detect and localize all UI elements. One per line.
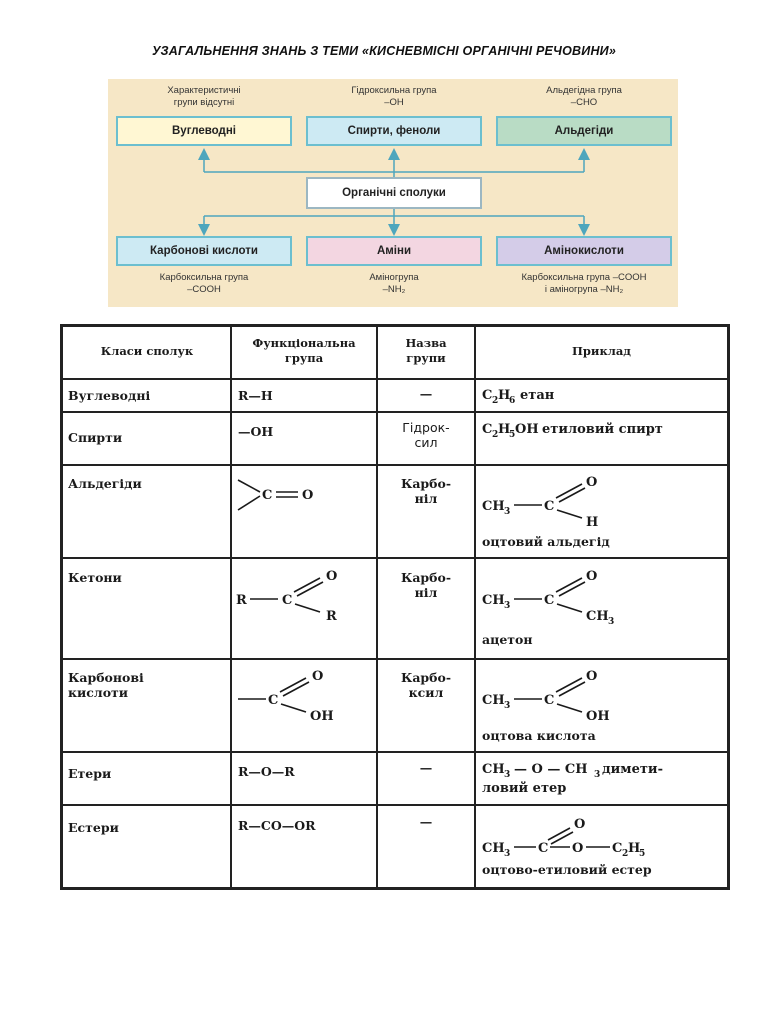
svg-text:C: C xyxy=(538,841,549,856)
ethanol-label: етиловий спирт xyxy=(542,422,663,437)
acetaldehyde-name: оцтовий альдегід xyxy=(482,534,610,549)
svg-text:H: H xyxy=(498,388,511,403)
table-border xyxy=(60,887,730,890)
svg-text:O: O xyxy=(302,488,314,503)
caption-hydrocarbons xyxy=(116,85,292,108)
caption-line: Карбоксильна група xyxy=(159,272,249,283)
caption-line: –NH₂ xyxy=(382,283,406,295)
row-esters-group-name: — xyxy=(419,814,433,829)
svg-text:C: C xyxy=(482,422,493,437)
classification-diagram xyxy=(108,79,678,307)
caption-line: і аміногрупа –NH₂ xyxy=(544,283,624,295)
caption-line: –COOH xyxy=(187,283,221,295)
svg-text:OH: OH xyxy=(310,709,334,724)
svg-text:O: O xyxy=(326,569,338,584)
row-hydrocarbons-group-name: — xyxy=(419,386,433,401)
row-ethers-class: Етери xyxy=(68,766,112,781)
row-ketones-class: Кетони xyxy=(68,570,122,585)
svg-text:C: C xyxy=(544,593,555,608)
ethanol-formula xyxy=(482,416,722,442)
box-carboxylic-acids: Карбонові кислоти xyxy=(116,236,292,266)
header-classes: Класи сполук xyxy=(100,344,194,358)
svg-text:CH: CH xyxy=(586,609,609,624)
caption-line: Карбоксильна група –COOH xyxy=(521,272,647,283)
ethyl-acetate-formula xyxy=(482,812,722,860)
svg-text:O: O xyxy=(586,669,598,684)
header-line: групи xyxy=(406,351,446,365)
dimethyl-ether-formula xyxy=(482,756,726,802)
table-row-divider xyxy=(60,464,730,466)
svg-text:OH: OH xyxy=(586,709,610,724)
svg-text:O: O xyxy=(312,669,324,684)
svg-text:H: H xyxy=(498,422,511,437)
svg-text:3: 3 xyxy=(504,770,511,780)
row-carboxylic-acids-group-name xyxy=(378,670,474,700)
page-title: УЗАГАЛЬНЕННЯ ЗНАНЬ З ТЕМИ «КИСНЕВМІСНІ ОРГАНІЧНІ РЕЧОВИНИ» xyxy=(151,44,617,58)
svg-text:3: 3 xyxy=(504,701,511,711)
svg-text:3: 3 xyxy=(504,507,511,517)
svg-text:H: H xyxy=(586,515,599,530)
carboxyl-group-formula xyxy=(236,664,372,726)
acetic-acid-name: оцтова кислота xyxy=(482,728,596,743)
caption-line: –OH xyxy=(384,96,404,108)
box-alcohols-phenols: Спирти, феноли xyxy=(306,116,482,146)
svg-text:C: C xyxy=(544,693,555,708)
svg-text:3: 3 xyxy=(594,770,601,780)
svg-text:3: 3 xyxy=(504,849,511,859)
caption-line: Аміногрупа xyxy=(369,272,419,283)
svg-text:H: H xyxy=(628,841,641,856)
caption-carboxylic-acids xyxy=(116,272,292,295)
svg-text:5: 5 xyxy=(509,430,516,440)
svg-text:O: O xyxy=(586,475,598,490)
svg-text:CH: CH xyxy=(482,499,505,514)
svg-text:CH: CH xyxy=(482,693,505,708)
table-row-divider xyxy=(60,658,730,660)
caption-alcohols xyxy=(306,85,482,108)
row-alcohols-class: Спирти xyxy=(68,430,123,445)
svg-text:O: O xyxy=(586,569,598,584)
svg-text:2: 2 xyxy=(622,849,629,859)
caption-line: Альдегідна група xyxy=(546,85,622,96)
row-esters-class: Естери xyxy=(68,820,119,835)
functional-groups-table xyxy=(60,324,730,890)
row-aldehydes-class: Альдегіди xyxy=(68,476,142,491)
box-aldehydes: Альдегіди xyxy=(496,116,672,146)
group-name-line: ніл xyxy=(414,585,438,600)
caption-line: Характеристичні xyxy=(167,85,241,96)
svg-text:— O — CH: — O — CH xyxy=(514,762,588,777)
caption-amino-acids xyxy=(496,272,672,295)
caption-line: групи відсутні xyxy=(173,96,235,108)
row-esters-group: R—CO—OR xyxy=(238,818,316,833)
acetic-acid-formula xyxy=(482,664,682,726)
group-name-line: сил xyxy=(414,435,438,450)
aldehyde-group-formula xyxy=(236,472,366,522)
group-name-line: ксил xyxy=(408,685,444,700)
row-aldehydes-group-name xyxy=(378,476,474,506)
acetaldehyde-formula xyxy=(482,470,682,532)
svg-text:ловий етер: ловий етер xyxy=(482,781,567,796)
svg-text:C: C xyxy=(268,693,279,708)
header-line: група xyxy=(284,351,324,365)
box-hydrocarbons: Вуглеводні xyxy=(116,116,292,146)
caption-line: Гідроксильна група xyxy=(351,85,437,96)
row-hydrocarbons-class: Вуглеводні xyxy=(68,388,151,403)
acetone-formula xyxy=(482,564,682,626)
svg-text:OH: OH xyxy=(515,422,539,437)
svg-text:3: 3 xyxy=(608,617,615,627)
svg-text:димети-: димети- xyxy=(602,762,663,777)
table-border xyxy=(60,324,730,327)
row-alcohols-group: —OH xyxy=(238,424,274,439)
group-name-line: Карбо- xyxy=(400,670,452,685)
svg-text:O: O xyxy=(572,841,584,856)
svg-text:3: 3 xyxy=(504,601,511,611)
svg-text:CH: CH xyxy=(482,593,505,608)
box-organic-compounds: Органічні сполуки xyxy=(306,177,482,209)
table-row-divider xyxy=(60,411,730,413)
row-alcohols-group-name xyxy=(378,420,474,450)
group-name-line: ніл xyxy=(414,491,438,506)
svg-text:5: 5 xyxy=(639,849,646,859)
row-ethers-group: R—O—R xyxy=(238,764,295,779)
table-row-divider xyxy=(60,804,730,806)
table-row-divider xyxy=(60,378,730,380)
svg-text:C: C xyxy=(612,841,623,856)
header-example: Приклад xyxy=(572,344,631,358)
table-row-divider xyxy=(60,557,730,559)
row-ketones-group-name xyxy=(378,570,474,600)
header-line: Функціональна xyxy=(252,336,356,350)
svg-text:R: R xyxy=(236,593,247,608)
caption-amines xyxy=(306,272,482,295)
svg-text:R: R xyxy=(326,609,337,624)
header-line: Назва xyxy=(405,336,447,350)
ethyl-acetate-name: оцтово-етиловий естер xyxy=(482,862,652,877)
row-carboxylic-acids-class xyxy=(68,670,144,700)
ketone-group-formula xyxy=(236,564,372,626)
group-name-line: Гідрок- xyxy=(402,420,450,435)
group-name-line: Карбо- xyxy=(400,570,452,585)
class-line: кислоти xyxy=(68,685,129,700)
svg-text:C: C xyxy=(482,388,493,403)
svg-text:2: 2 xyxy=(492,396,499,406)
box-amino-acids: Амінокислоти xyxy=(496,236,672,266)
svg-text:6: 6 xyxy=(509,396,516,406)
svg-text:CH: CH xyxy=(482,762,505,777)
header-functional-group xyxy=(232,336,376,366)
row-hydrocarbons-group: R—H xyxy=(238,388,273,403)
table-row-divider xyxy=(60,751,730,753)
class-line: Карбонові xyxy=(68,670,144,685)
box-amines: Аміни xyxy=(306,236,482,266)
header-group-name xyxy=(378,336,474,366)
svg-text:C: C xyxy=(544,499,555,514)
caption-aldehydes xyxy=(496,85,672,108)
ethane-formula xyxy=(482,382,682,408)
svg-text:C: C xyxy=(282,593,293,608)
caption-line: –CHO xyxy=(570,96,598,108)
acetone-name: ацетон xyxy=(482,632,533,647)
row-ethers-group-name: — xyxy=(419,760,433,775)
svg-text:C: C xyxy=(262,488,273,503)
ethane-label: етан xyxy=(520,388,555,403)
svg-text:CH: CH xyxy=(482,841,505,856)
svg-text:2: 2 xyxy=(492,430,499,440)
svg-text:O: O xyxy=(574,817,586,832)
group-name-line: Карбо- xyxy=(400,476,452,491)
